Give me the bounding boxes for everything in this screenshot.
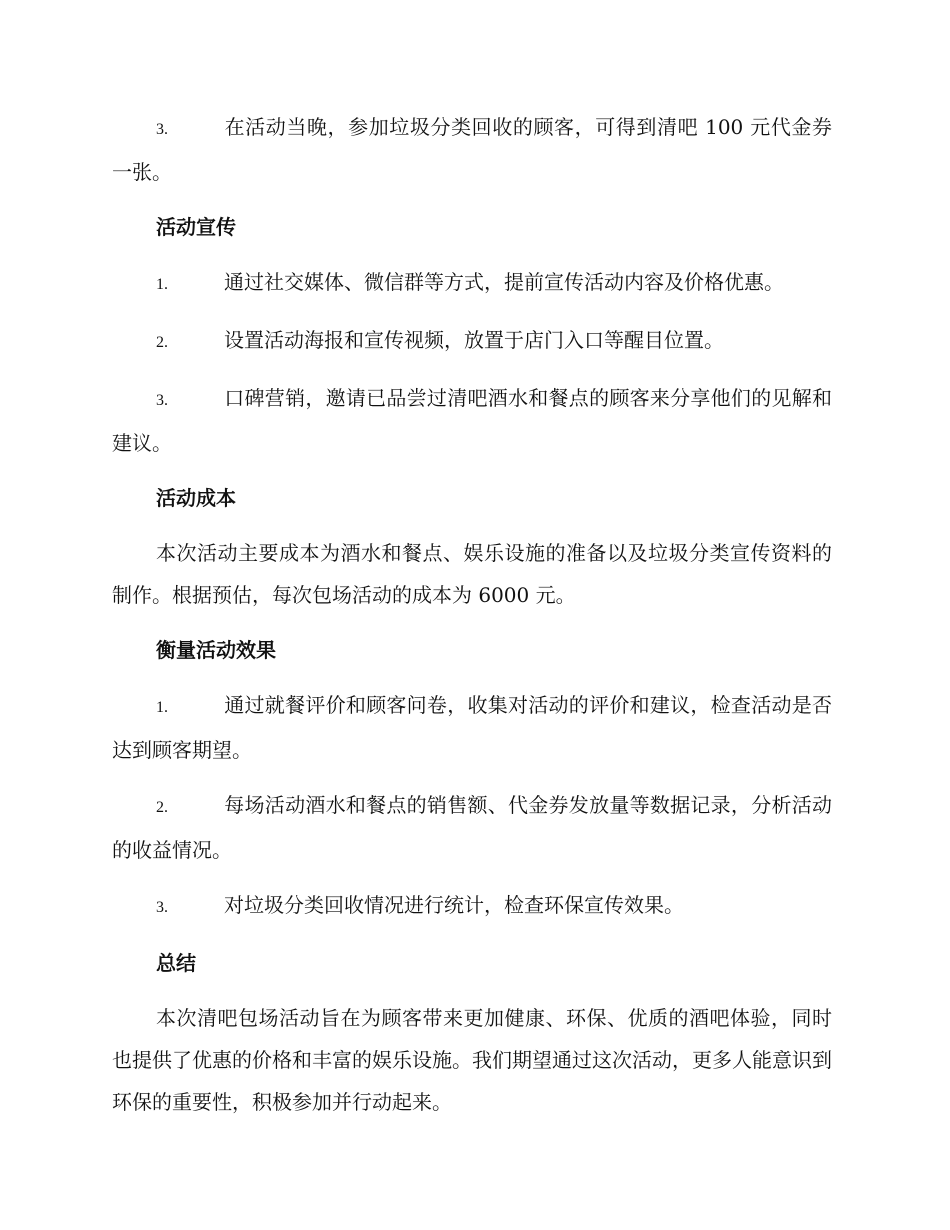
list-item xyxy=(112,784,832,871)
list-number: 2. xyxy=(156,799,168,816)
list-item xyxy=(112,106,832,193)
list-text: 对垃圾分类回收情况进行统计，检查环保宣传效果。 xyxy=(224,893,684,917)
section-heading-cost: 活动成本 xyxy=(156,486,236,510)
list-number: 2. xyxy=(156,334,168,351)
list-number: 3. xyxy=(156,392,168,409)
list-item xyxy=(112,684,832,771)
section-heading-measure: 衡量活动效果 xyxy=(156,638,276,662)
section-heading-summary: 总结 xyxy=(156,951,196,975)
list-text: 在活动当晚，参加垃圾分类回收的顾客，可得到清吧 100 元代金券一张。 xyxy=(112,115,832,184)
list-item xyxy=(112,261,832,306)
list-number: 3. xyxy=(156,899,168,916)
list-number: 1. xyxy=(156,699,168,716)
list-item xyxy=(112,377,832,464)
list-number: 1. xyxy=(156,276,168,293)
cost-paragraph: 本次活动主要成本为酒水和餐点、娱乐设施的准备以及垃圾分类宣传资料的制作。根据预估，每次包场活动的成本为 6000 元。 xyxy=(112,541,832,607)
section-heading-promo: 活动宣传 xyxy=(156,215,236,239)
list-text: 通过社交媒体、微信群等方式，提前宣传活动内容及价格优惠。 xyxy=(224,270,784,294)
list-item xyxy=(112,319,832,364)
summary-paragraph: 本次清吧包场活动旨在为顾客带来更加健康、环保、优质的酒吧体验，同时也提供了优惠的价格和丰富的娱乐设施。我们期望通过这次活动，更多人能意识到环保的重要性，积极参加并行动起来。 xyxy=(112,1006,832,1114)
list-text: 设置活动海报和宣传视频，放置于店门入口等醒目位置。 xyxy=(224,328,724,352)
list-text: 每场活动酒水和餐点的销售额、代金券发放量等数据记录，分析活动的收益情况。 xyxy=(112,793,832,862)
list-text: 口碑营销，邀请已品尝过清吧酒水和餐点的顾客来分享他们的见解和建议。 xyxy=(112,386,832,455)
list-text: 通过就餐评价和顾客问卷，收集对活动的评价和建议，检查活动是否达到顾客期望。 xyxy=(112,693,832,762)
list-item xyxy=(112,884,832,929)
list-number: 3. xyxy=(156,121,168,138)
